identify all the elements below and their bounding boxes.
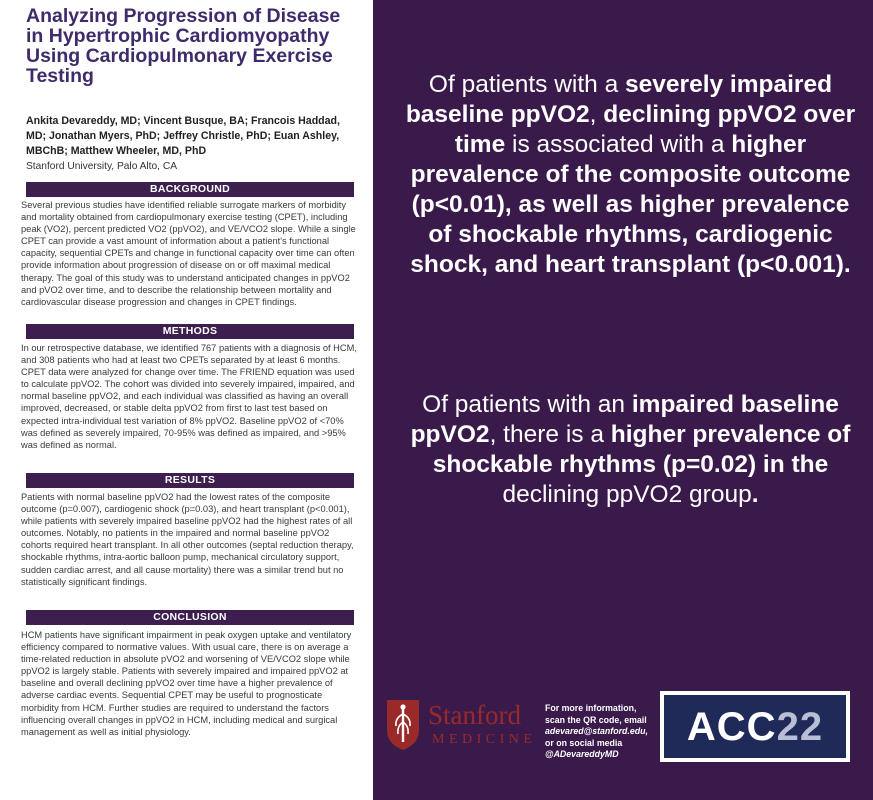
author-list: Ankita Devareddy, MD; Vincent Busque, BA; Francois Haddad, MD; Jonathan Myers, PhD; Jeffrey Christle, PhD; Euan Ashley, MBChB; Matthew Wheeler, MD, PhD (26, 115, 340, 157)
stanford-wordmark: Stanford (428, 700, 521, 730)
acc22-logo: ACC22 (686, 705, 824, 749)
background-body: Several previous studies have identified reliable surrogate markers of morbidity and mortality obtained from cardiopulmonary exercise testing (CPET), including peak (VO2), percent predicted VO2 (ppVO2), and VE/VCO2 slope. While a single CPET can provide a vast amount of information about a patient's functional capacity, sequential CPETs and change in functional capacity over time can often provide information about progression of disease on or off maximal medical therapy. The goal of this study was to understand anticipated changes in ppVO2 and pVO2 over time, and to describe the relationship between mortality and cardiovascular disease progression and changes in CPET findings. (21, 200, 356, 307)
background-header: BACKGROUND (26, 182, 354, 197)
results-body: Patients with normal baseline ppVO2 had the lowest rates of the composite outcome (p=0.007), cardiogenic shock (p=0.03), and heart transplant (p<0.001), while patients with severely impaired baseline ppVO2 had the highest rates of all outcomes. Notably, no patients in the impaired and normal baseline ppVO2 cohorts required heart transplant. In all other outcomes (septal reduction therapy, shockable rhythms, intra-aortic balloon pump, mechanical circulatory support, sudden cardiac arrest, and all cause mortality) there was a similar trend but no statistically significant findings. (21, 492, 354, 587)
poster-title: Analyzing Progression of Disease in Hypertrophic Cardiomyopathy Using Cardiopulmonary Exercise Testing (26, 5, 341, 87)
poster-left-column (0, 0, 373, 800)
key-finding-1: Of patients with a severely impaired baseline ppVO2, declining ppVO2 over time is associated with a higher prevalence of the composite outcome (p<0.01), as well as higher prevalence of shockable rhythms, cardiogenic shock, and heart transplant (p<0.001). (405, 71, 856, 278)
key-finding-2: Of patients with an impaired baseline ppVO2, there is a higher prevalence of shockable rhythms (p=0.02) in the declining ppVO2 group. (410, 391, 851, 508)
stanford-tree-icon (383, 696, 423, 752)
conclusion-header: CONCLUSION (26, 610, 354, 625)
contact-social: @ADevareddyMD (545, 749, 619, 759)
methods-body: In our retrospective database, we identified 767 patients with a diagnosis of HCM, and 308 patients who had at least two CPETs separated by at least 6 months. CPET data were analyzed for change over time. The FRIEND equation was used to calculate ppVO2. The cohort was divided into severely impaired, impaired, and normal baseline ppVO2, and each individual was classified as having an overall improved, decreased, or stable delta ppVO2 from first to last test based on expected intra-individual test variation of 8% ppVO2. Baseline ppVO2 of <70% was defined as severely impaired, 70-95% was defined as impaired, and >95% was defined as normal. (21, 343, 357, 450)
affiliation: Stanford University, Palo Alto, CA (26, 161, 177, 172)
results-header: RESULTS (26, 473, 354, 488)
contact-line: or on social media (545, 737, 623, 748)
contact-email: adevared@stanford.edu, (545, 726, 648, 736)
contact-line: For more information, (545, 703, 637, 713)
conclusion-body: HCM patients have significant impairment in peak oxygen uptake and ventilatory efficiency compared to normative values. With usual care, there is on average a time-related reduction in absolute pVO2 and worsening of VE/VCO2 slope while ppVO2 is largely stable. Patients with severely impaired and impaired ppVO2 at baseline and overall declining ppVO2 over time have a higher prevalence of adverse cardiac events. Sequential CPET may be useful to prognosticate morbidity from HCM. Further studies are required to understand the factors influencing overall changes in ppVO2 in HCM, including medical and surgical management as well as initial physiology. (21, 630, 352, 737)
contact-info (545, 703, 655, 761)
contact-line: scan the QR code, email (545, 714, 647, 725)
methods-header: METHODS (26, 324, 354, 339)
medicine-wordmark: MEDICINE (432, 732, 537, 747)
